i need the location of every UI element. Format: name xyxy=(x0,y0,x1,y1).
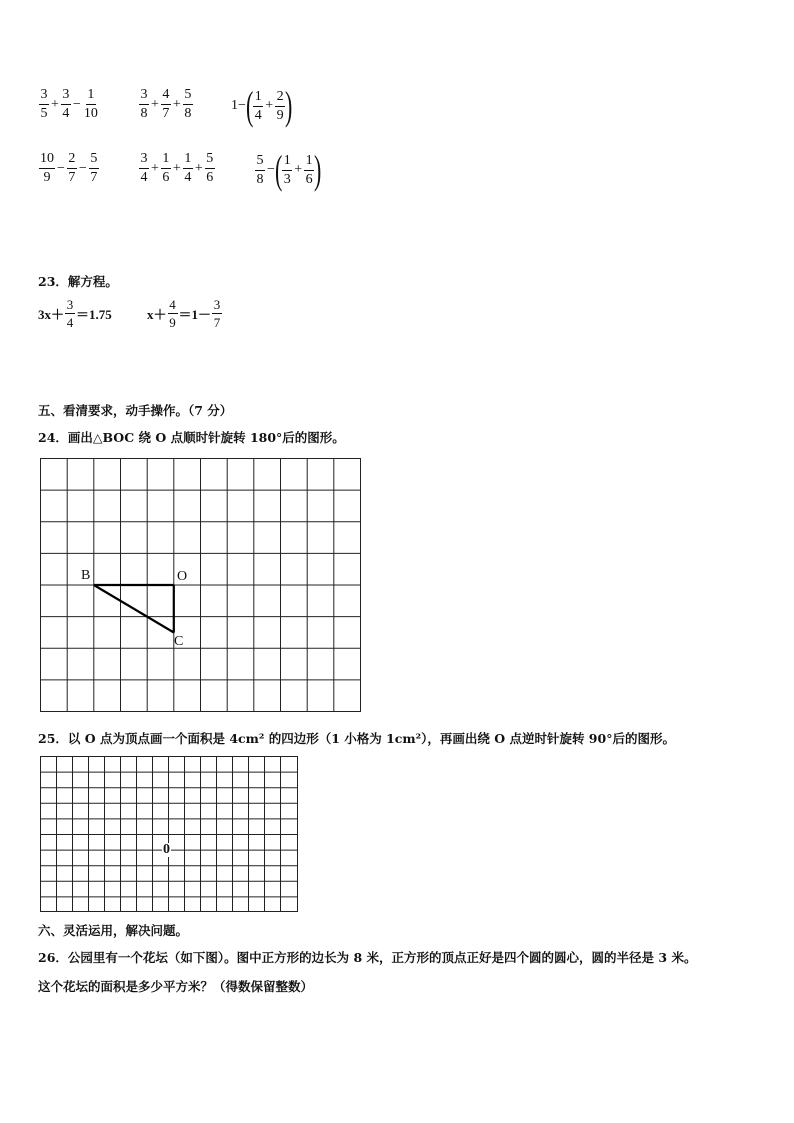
q24-grid-lines xyxy=(40,458,361,712)
calc-expression-1: $\frac{3}{5}$ + $\frac{3}{4}$ − $\frac{1}{10}$ xyxy=(40,87,98,121)
q24-title: 24．画出△BOC 绕 O 点顺时针旋转 180°后的图形。 xyxy=(38,430,345,445)
q24-grid-figure xyxy=(40,458,362,714)
q26-line-1: 26．公园里有一个花坛（如下图）。图中正方形的边长为 8 米，正方形的顶点正好是四个圆的圆心，圆的半径是 3 米。 xyxy=(38,950,697,965)
calc-expression-2: $\frac{3}{8}$ + $\frac{4}{7}$ + $\frac{5}{8}$ xyxy=(140,87,192,121)
q25-grid-figure xyxy=(40,756,300,914)
section-6-heading: 六、灵活运用，解决问题。 xyxy=(38,923,189,938)
q23-title: 23．解方程。 xyxy=(38,274,118,289)
segment-bc xyxy=(94,585,174,633)
calc-expression-4: $\frac{10}{9}$ − $\frac{2}{7}$ − $\frac{5}{7}$ xyxy=(40,151,98,185)
q25-point-label-o: 0 xyxy=(163,842,170,857)
q23-equation-2: x＋ $\frac{4}{9}$ ＝1－ $\frac{3}{7}$ xyxy=(147,297,221,330)
point-label-c: C xyxy=(174,634,184,649)
q25-grid-lines xyxy=(40,756,298,912)
q25-title: 25．以 O 点为顶点画一个面积是 4cm² 的四边形（1 小格为 1cm²），再画出绕 O 点逆时针旋转 90°后的图形。 xyxy=(38,731,675,746)
point-label-o: O xyxy=(177,569,188,584)
q26-line-2: 这个花坛的面积是多少平方米？（得数保留整数） xyxy=(38,979,314,994)
calc-expression-6: $\frac{5}{8}$ − ( $\frac{1}{3}$ + $\frac{1}{6}$ ) xyxy=(256,147,322,192)
calc-expression-3: 1− ( $\frac{1}{4}$ + $\frac{2}{9}$ ) xyxy=(231,83,293,128)
point-label-b: B xyxy=(81,568,91,583)
section-5-heading: 五、看清要求，动手操作。（7 分） xyxy=(38,403,233,418)
q23-equation-1: 3x＋ $\frac{3}{4}$ ＝1.75 xyxy=(38,297,112,330)
calc-expression-5: $\frac{3}{4}$ + $\frac{1}{6}$ + $\frac{1}{4}$ + $\frac{5}{6}$ xyxy=(140,151,214,185)
triangle-boc xyxy=(94,585,174,633)
